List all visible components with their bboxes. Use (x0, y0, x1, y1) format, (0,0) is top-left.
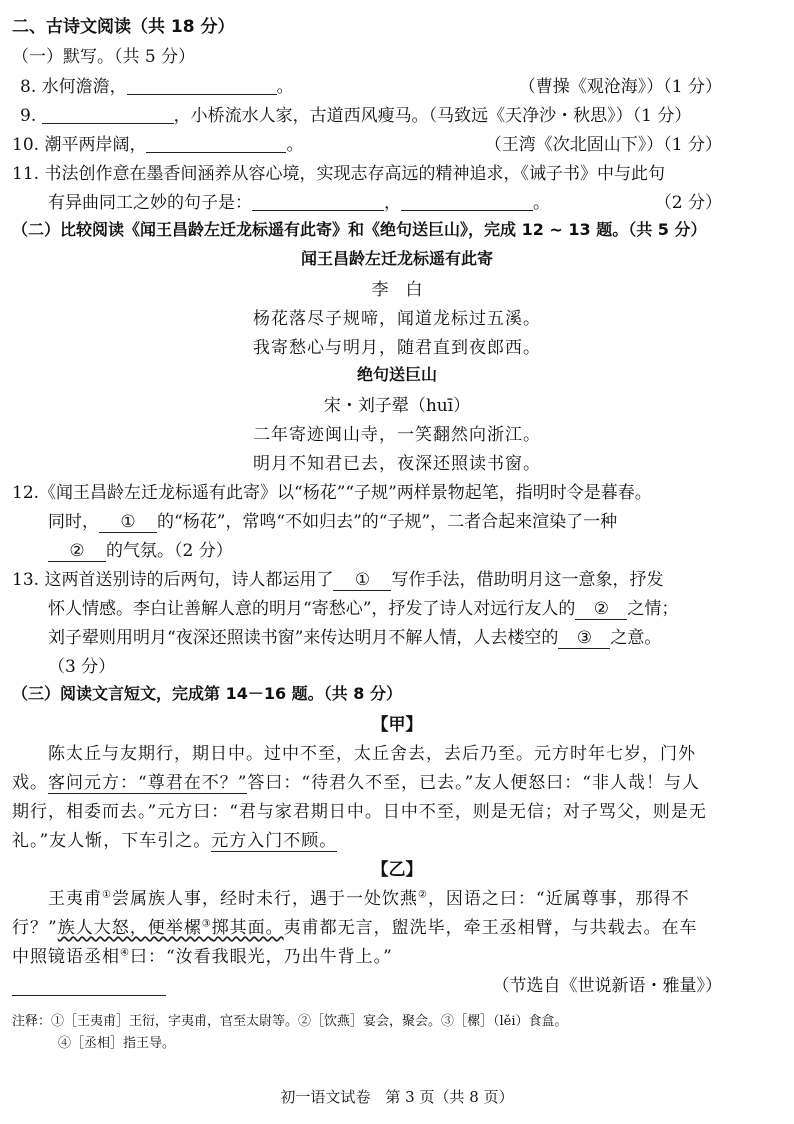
poem1-title: 闻王昌龄左迁龙标遥有此寄 (300, 249, 493, 268)
yi-line2: 行？”族人大怒，便举樏③掷其面。夷甫都无言，盥洗毕，牵王丞相臂，与共载去。在车 (12, 918, 698, 938)
poem2-line2: 明月不知君已去，夜深还照读书窗。 (253, 454, 541, 474)
note-ref: ③ (201, 918, 212, 930)
q11-score: （2 分） (654, 193, 722, 213)
question-13-line2: 怀人情感。李白让善解人意的明月“寄愁心”，抒发了诗人对远行友人的 ② 之情； (48, 599, 679, 619)
underlined-sentence: 客问元方：“尊君在不？” (48, 773, 248, 793)
jia-line3: 期行，相委而去。”元方曰：“君与家君期日中。日中不至，则是无信；对子骂父，则是无 (12, 802, 707, 822)
wavy-underlined-sentence: 族人大怒，便举樏③掷其面。 (57, 918, 284, 938)
yi-line1: 王夷甫①尝属族人事，经时未行，遇于一处饮燕②，因语之曰：“近属尊事，那得不 (48, 889, 690, 909)
yi-source: （节选自《世说新语・雅量》） (492, 976, 722, 996)
part2-title: （二）比较阅读《闻王昌龄左迁龙标遥有此寄》和《绝句送巨山》，完成 12 ~ 13 题。（共 5 分） (12, 220, 707, 239)
jia-line1: 陈太丘与友期行，期日中。过中不至，太丘舍去，去后乃至。元方时年七岁，门外 (48, 744, 696, 764)
notes-line1: 注释：①［王夷甫］王衍，字夷甫，官至太尉等。②［饮燕］宴会，聚会。③［樏］（lěi）食盒。 (12, 1014, 568, 1029)
part1-title: （一）默写。（共 5 分） (12, 47, 196, 67)
question-11-line2: 有异曲同工之妙的句子是： ， 。 (48, 193, 550, 213)
answer-slot-2[interactable]: ② (48, 541, 106, 562)
answer-slot-2[interactable]: ② (575, 599, 627, 620)
note-ref: ④ (120, 947, 130, 959)
answer-blank[interactable] (146, 137, 286, 153)
question-11: 11. 书法创作意在墨香间涵养从容心境，实现志存高远的精神追求，《诫子书》中与此句 (12, 164, 665, 184)
question-12-line3: ② 的气氛。（2 分） (48, 536, 233, 562)
q10-source: （王湾《次北固山下》）（1 分） (484, 135, 722, 155)
answer-blank[interactable] (252, 195, 384, 211)
question-12-line2: 同时， ① 的“杨花”，常鸣“不如归去”的“子规”，二者合起来渲染了一种 (48, 512, 618, 532)
answer-slot-1[interactable]: ① (333, 570, 391, 591)
page-footer: 初一语文试卷 第 3 页（共 8 页） (280, 1088, 514, 1106)
q8-source: （曹操《观沧海》）（1 分） (518, 77, 722, 97)
poem1-author: 李 白 (371, 280, 423, 300)
answer-slot-1[interactable]: ① (99, 512, 157, 533)
notes-line2: ④［丞相］指王导。 (58, 1036, 176, 1051)
poem2-line1: 二年寄迹闽山寺，一笑翻然向浙江。 (253, 425, 541, 445)
answer-blank[interactable] (127, 79, 277, 95)
question-13-line3: 刘子翚则用明月“夜深还照读书窗”来传达明月不解人情，人去楼空的 ③ 之意。 (48, 628, 662, 648)
note-ref: ② (417, 889, 428, 901)
q13-score: （3 分） (48, 657, 116, 677)
answer-blank[interactable] (401, 195, 533, 211)
part3-title: （三）阅读文言短文，完成第 14－16 题。（共 8 分） (12, 684, 402, 703)
note-ref: ① (102, 889, 112, 901)
underlined-sentence: 元方入门不顾。 (211, 831, 338, 851)
jia-line4: 礼。”友人惭，下车引之。元方入门不顾。 (12, 831, 338, 851)
yi-line3: 中照镜语丞相④曰：“汝看我眼光，乃出牛背上。” (12, 947, 393, 967)
question-10: 10. 潮平两岸阔， 。 (12, 135, 304, 155)
yi-heading: 【乙】 (371, 860, 423, 880)
jia-heading: 【甲】 (371, 715, 423, 735)
question-12: 12.《闻王昌龄左迁龙标遥有此寄》以“杨花”“子规”两样景物起笔，指明时令是暮春。 (12, 483, 652, 503)
poem2-author: 宋・刘子翚（huī） (323, 396, 471, 416)
question-9: 9. ，小桥流水人家，古道西风瘦马。（马致远《天净沙・秋思》）（1 分） (20, 106, 692, 126)
question-8: 8. 水何澹澹， 。 (20, 77, 294, 97)
answer-blank[interactable] (42, 108, 174, 124)
answer-slot-3[interactable]: ③ (558, 628, 610, 649)
poem1-line1: 杨花落尽子规啼，闻道龙标过五溪。 (253, 309, 541, 329)
jia-line2: 戏。客问元方：“尊君在不？”答曰：“待君久不至，已去。”友人便怒曰：“非人哉！与人 (12, 773, 700, 793)
notes-divider (12, 995, 166, 996)
question-13: 13. 这两首送别诗的后两句，诗人都运用了 ① 写作手法，借助明月这一意象，抒发 (12, 570, 664, 590)
poem2-title: 绝句送巨山 (356, 365, 437, 384)
section-title: 二、古诗文阅读（共 18 分） (12, 17, 235, 37)
poem1-line2: 我寄愁心与明月，随君直到夜郎西。 (253, 338, 541, 358)
